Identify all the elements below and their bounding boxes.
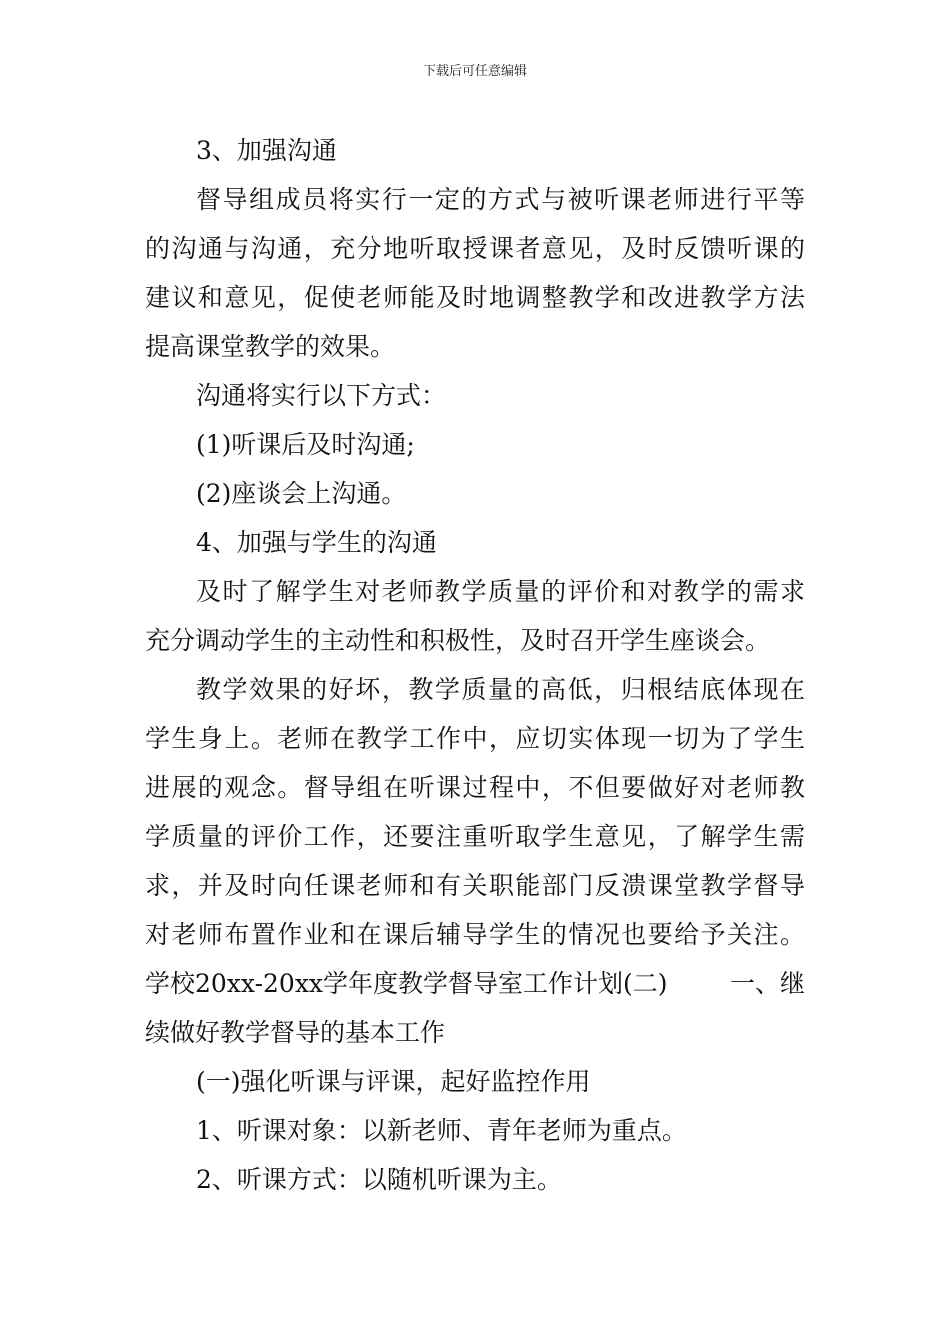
section-4-para-1-line-1: 及时了解学生对老师教学质量的评价和对教学的需求: [196, 577, 805, 606]
plan-2-item-1-cont: 续做好教学督导的基本工作: [145, 1018, 446, 1047]
plan-2-point-2: 2、听课方式：以随机听课为主。: [196, 1165, 562, 1194]
section-4-para-1-line-2: 充分调动学生的主动性和积极性，及时召开学生座谈会。: [145, 626, 771, 655]
section-4-para-2-line-6: 对老师布置作业和在课后辅导学生的情况也要给予关注。: [145, 920, 805, 949]
plan-2-point-1: 1、听课对象：以新老师、青年老师为重点。: [196, 1116, 687, 1145]
section-3-para-line-1: 督导组成员将实行一定的方式与被听课老师进行平等: [196, 185, 805, 214]
plan-2-title: 学校20xx-20xx学年度教学督导室工作计划(二): [145, 969, 668, 998]
section-4-para-2-line-4: 学质量的评价工作，还要注重听取学生意见，了解学生需: [145, 822, 805, 851]
plan-2-subheading-1: (一)强化听课与评课，起好监控作用: [196, 1067, 591, 1096]
header-note: 下载后可任意编辑: [422, 64, 527, 79]
section-4-para-2-line-2: 学生身上。老师在教学工作中，应切实体现一切为了学生: [145, 724, 805, 753]
section-4-para-2-line-3: 进展的观念。督导组在听课过程中，不但要做好对老师教: [145, 773, 805, 802]
section-4-heading: 4、加强与学生的沟通: [196, 528, 437, 557]
section-3-para-line-2: 的沟通与沟通，充分地听取授课者意见，及时反馈听课的: [145, 234, 805, 263]
document-body: [145, 126, 805, 1204]
section-4-para-2-line-1: 教学效果的好坏，教学质量的高低，归根结底体现在: [196, 675, 805, 704]
section-3-method-1: (1)听课后及时沟通;: [196, 430, 415, 459]
plan-2-item-1-start: 一、继: [729, 969, 805, 998]
section-4-para-2-line-5: 求，并及时向任课老师和有关职能部门反溃课堂教学督导: [145, 871, 805, 900]
section-3-heading: 3、加强沟通: [196, 136, 337, 165]
section-3-para-line-4: 提高课堂教学的效果。: [145, 332, 396, 361]
section-3-method-2: (2)座谈会上沟通。: [196, 479, 407, 508]
section-3-methods-intro: 沟通将实行以下方式：: [196, 381, 447, 410]
plan-2-title-line: [145, 959, 805, 1008]
section-3-para-line-3: 建议和意见，促使老师能及时地调整教学和改进教学方法: [145, 283, 805, 312]
